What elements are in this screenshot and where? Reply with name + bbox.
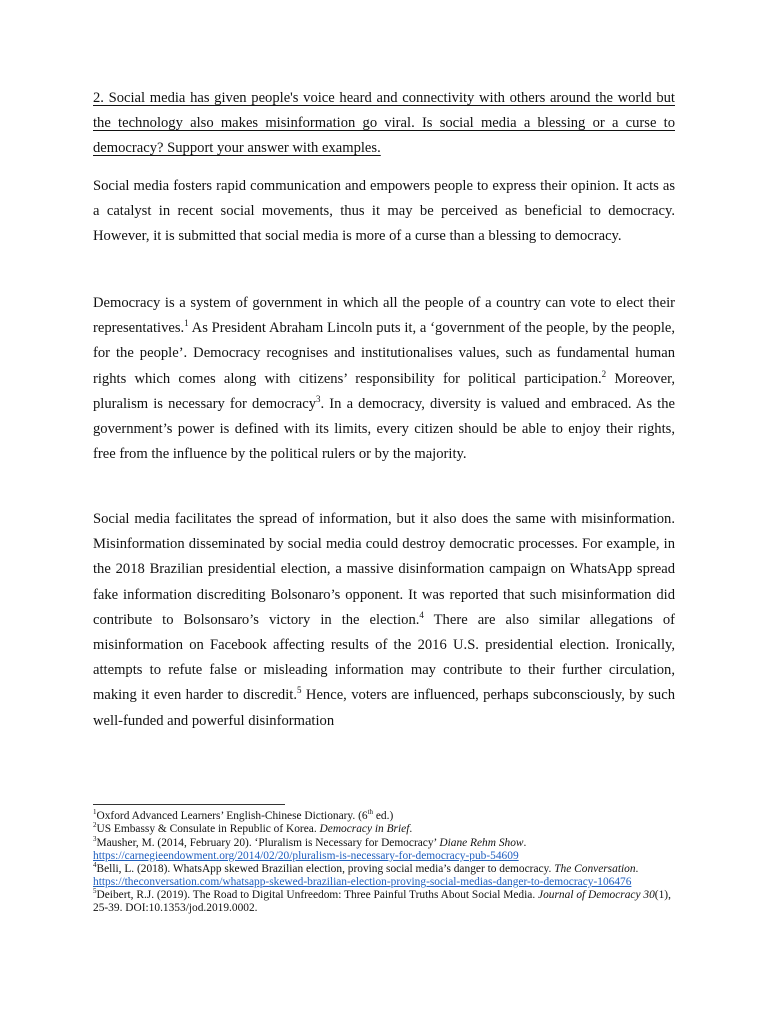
- footnote-text: US Embassy & Consulate in Republic of Korea.: [96, 823, 320, 836]
- footnote-title: The Conversation: [554, 863, 636, 876]
- footnote-title: Diane Rehm Show: [439, 836, 524, 849]
- paragraph-text: There are also similar allegations of misinformation on Facebook affecting results of the 2016 U.S. presidential election. Ironically, attempts to refute false or misleading information may contribute to their further circulation, making it even harder to discredit.: [93, 611, 675, 704]
- footnote-2: [93, 823, 675, 836]
- footnote-3: [93, 837, 675, 863]
- footnote-text: Deibert, R.J. (2019). The Road to Digital Unfreedom: Three Painful Truths About Social Media.: [96, 889, 539, 902]
- question-heading: 2. Social media has given people's voice heard and connectivity with others around the world but the technology also makes misinformation go viral. Is social media a blessing or a curse to democracy? Support your answer with examples.: [93, 90, 675, 157]
- footnote-number: 5: [93, 887, 97, 896]
- footnote-ref-4: 4: [419, 609, 424, 620]
- footnote-text: Oxford Advanced Learners’ English-Chinese Dictionary. (6: [96, 810, 368, 822]
- paragraph-intro: Social media fosters rapid communication and empowers people to express their opinion. It acts as a catalyst in recent social movements, thus it may be perceived as beneficial to democracy. However, it is submitted that social media is more of a curse than a blessing to democracy.: [93, 178, 675, 245]
- footnote-4: [93, 863, 675, 889]
- paragraph-text: Democracy is a system of government in which all the people of a country can vote to elect their representatives.: [93, 295, 675, 337]
- footnotes-section: [93, 810, 675, 916]
- footnote-superscript: th: [367, 808, 374, 817]
- footnote-number: 2: [93, 821, 97, 830]
- footnote-title: Democracy in Brief: [319, 823, 410, 836]
- footnote-text: Belli, L. (2018). WhatsApp skewed Brazilian election, proving social media’s danger to democracy.: [96, 863, 555, 876]
- paragraph-text: . In a democracy, diversity is valued and embraced. As the government’s power is defined with its limits, every citizen should be able to enjoy their rights, free from the influence by the political rulers or by the majority.: [93, 395, 675, 463]
- footnote-text: .: [523, 836, 527, 849]
- paragraph-text: Moreover, pluralism is necessary for democracy: [93, 370, 675, 412]
- footnote-number: 4: [93, 861, 97, 870]
- footnote-text: .: [635, 863, 639, 876]
- footnote-link[interactable]: https://carnegieendowment.org/2014/02/20/pluralism-is-necessary-for-democracy-pub-54609: [93, 849, 519, 862]
- footnote-text: ed.): [373, 810, 394, 822]
- footnote-number: 3: [93, 835, 97, 844]
- footnote-ref-3: 3: [316, 393, 321, 404]
- footnote-text: Mausher, M. (2014, February 20). ‘Pluralism is Necessary for Democracy’: [96, 836, 440, 849]
- paragraph-text: As President Abraham Lincoln puts it, a ‘government of the people, by the people, for the people’. Democracy recognises and institutionalises values, such as fundamental human rights which comes along with citizens’ responsibility for political participation.: [93, 320, 675, 387]
- footnote-text: (1), 25-39. DOI:10.1353/jod.2019.0002.: [93, 889, 671, 915]
- paragraph-democracy-definition: [93, 291, 675, 467]
- footnote-divider: [93, 804, 285, 805]
- footnote-1: [93, 810, 675, 823]
- footnote-ref-2: 2: [601, 368, 607, 379]
- footnote-text: .: [409, 823, 413, 836]
- footnote-ref-5: 5: [297, 685, 302, 696]
- paragraph-text: Hence, voters are influenced, perhaps subconsciously, by such well-funded and powerful disinformation: [93, 687, 675, 729]
- footnote-ref-1: 1: [184, 318, 189, 329]
- footnote-link[interactable]: https://theconversation.com/whatsapp-skewed-brazilian-election-proving-social-medias-danger-to-democracy-106476: [93, 876, 632, 889]
- paragraph-misinformation: [93, 507, 675, 734]
- footnote-number: 1: [93, 808, 97, 817]
- paragraph-text: Social media facilitates the spread of information, but it also does the same with misinformation. Misinformation disseminated by social media could destroy democratic processes. For example, in the 2018 Brazilian presidential election, a massive disinformation campaign on WhatsApp spread fake information discrediting Bolsonaro’s opponent. It was reported that such misinformation did contribute to Bolsonsaro’s victory in the election.: [93, 511, 675, 628]
- footnote-title: Journal of Democracy 30: [538, 889, 655, 902]
- footnote-5: [93, 889, 675, 915]
